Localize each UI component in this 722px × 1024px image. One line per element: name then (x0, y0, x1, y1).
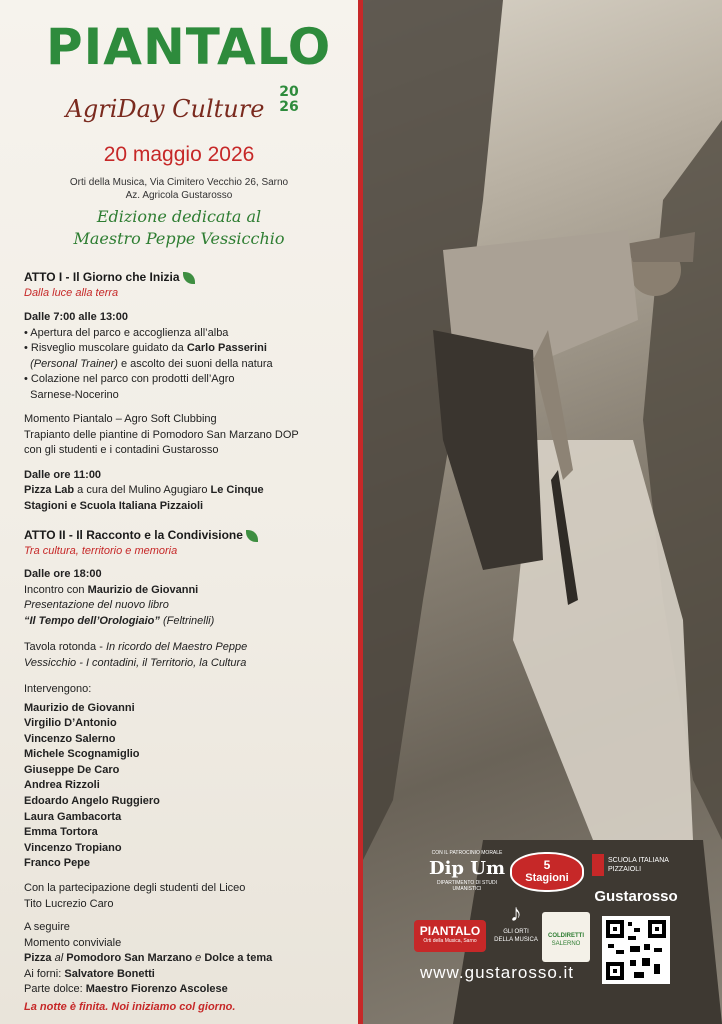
dipum-subtitle: DIPARTIMENTO DI STUDI UMANISTICI (436, 880, 497, 892)
speaker: Giuseppe De Caro (24, 763, 120, 776)
coldiretti-logo: COLDIRETTI SALERNO (542, 912, 590, 962)
venue-line-2: Az. Agricola Gustarosso (125, 190, 233, 201)
speaker: Vincenzo Salerno (24, 732, 116, 745)
year-badge (272, 85, 306, 115)
forni-line: Ai forni: Salvatore Bonetti (24, 967, 155, 980)
qr-code[interactable] (602, 916, 670, 984)
bullet-2-cont: (Personal Trainer) e ascolto dei suoni della natura (30, 357, 273, 370)
a-seguire: A seguire (24, 921, 70, 934)
momento-line-1: Momento Piantalo – Agro Soft Clubbing (24, 413, 217, 425)
year-top: 20 (279, 84, 299, 100)
partecipazione-line-1: Con la partecipazione degli studenti del Liceo (24, 882, 246, 895)
speaker: Andrea Rizzoli (24, 779, 100, 792)
piantalo-logo-title: PIANTALO (46, 18, 332, 76)
year-bottom: 26 (279, 99, 299, 115)
bullet-1: • Apertura del parco e accoglienza all’alba (24, 326, 229, 339)
venue (0, 176, 358, 202)
pizza-line: Pizza al Pomodoro San Marzano e Dolce a tema (24, 952, 273, 965)
event-date: 20 maggio 2026 (103, 143, 255, 166)
tavola-line-2: Vessicchio - I contadini, il Territorio, la Cultura (24, 656, 247, 669)
pizza-lab-line-1: Pizza Lab a cura del Mulino Agugiaro Le Cinque (24, 484, 264, 496)
speaker: Emma Tortora (24, 826, 98, 839)
sponsor-logos (370, 840, 722, 1024)
speaker: Edoardo Angelo Ruggiero (24, 795, 160, 808)
pizza-lab-line-2: Stagioni e Scuola Italiana Pizzaioli (24, 499, 204, 512)
speaker: Maurizio de Giovanni (24, 701, 135, 714)
tavola-line-1: Tavola rotonda - In ricordo del Maestro Peppe (24, 641, 248, 653)
dedication-line-2: Maestro Peppe Vessicchio (73, 229, 285, 248)
incontro: Incontro con Maurizio de Giovanni (24, 583, 199, 596)
presentazione: Presentazione del nuovo libro (24, 599, 169, 611)
atto-1-time-2: Dalle ore 11:00 (24, 468, 102, 481)
atto-2-title: ATTO II - Il Racconto e la Condivisione (24, 528, 344, 544)
dipum-logo: Dip Um (428, 858, 506, 879)
momento-line-3: con gli studenti e i contadini Gustarosso (24, 444, 219, 456)
partecipazione-line-2: Tito Lucrezio Caro (24, 897, 114, 910)
agriday-subtitle: AgriDay Culture (65, 95, 265, 123)
orti-musica-logo: ♪ GLI ORTI DELLA MUSICA (488, 900, 544, 944)
intervengono-label: Intervengono: (24, 683, 92, 695)
atto-1-time-1: Dalle 7:00 alle 13:00 (24, 311, 128, 323)
atto-1-subtitle: Dalla luce alla terra (24, 286, 119, 299)
speaker: Franco Pepe (24, 857, 91, 870)
cinque-stagioni-logo: 5 Stagioni (510, 852, 584, 892)
bullet-3-cont: Sarnese-Nocerino (30, 388, 119, 401)
speaker: Virgilio D’Antonio (24, 717, 117, 730)
atto-2 (24, 528, 344, 1015)
dedication-line-1: Edizione dedicata al (96, 207, 262, 226)
momento-line-2: Trapianto delle piantine di Pomodoro San Marzano DOP (24, 428, 299, 441)
dedication (0, 206, 358, 250)
atto-1 (24, 270, 344, 514)
leaf-icon (246, 530, 258, 542)
speaker: Laura Gambacorta (24, 810, 122, 823)
patrocinio-label: CON IL PATROCINIO MORALE (431, 850, 503, 856)
website-url[interactable]: www.gustarosso.it (420, 963, 574, 982)
atto-1-title: ATTO I - Il Giorno che Inizia (24, 270, 344, 286)
music-note-icon: ♪ (510, 900, 522, 927)
piantalo-small-logo: PIANTALO Orti della Musica, Sarno (414, 920, 486, 952)
scuola-pizzaioli-logo: SCUOLA ITALIANA PIZZAIOLI (608, 857, 669, 873)
dolce-line: Parte dolce: Maestro Fiorenzo Ascolese (24, 983, 228, 996)
speaker: Michele Scognamiglio (24, 748, 140, 761)
speaker-list (24, 701, 344, 873)
bullet-3: • Colazione nel parco con prodotti dell’Agro (24, 373, 235, 385)
atto-2-subtitle: Tra cultura, territorio e memoria (24, 544, 178, 557)
program-panel (0, 0, 358, 1024)
venue-line-1: Orti della Musica, Via Cimitero Vecchio 26, Sarno (69, 177, 289, 188)
gustarosso-logo: Gustarosso (594, 888, 678, 905)
bullet-2: • Risveglio muscolare guidato da Carlo Passerini (24, 342, 267, 354)
speaker: Vincenzo Tropiano (24, 841, 122, 854)
closing-line: La notte è finita. Noi iniziamo col giorno. (24, 1000, 236, 1013)
atto-2-time: Dalle ore 18:00 (24, 568, 102, 580)
leaf-icon (183, 272, 195, 284)
libro: “Il Tempo dell’Orologiaio” (Feltrinelli) (24, 614, 215, 627)
momento-conviviale: Momento conviviale (24, 936, 122, 949)
scuola-logo-mark (592, 854, 604, 876)
